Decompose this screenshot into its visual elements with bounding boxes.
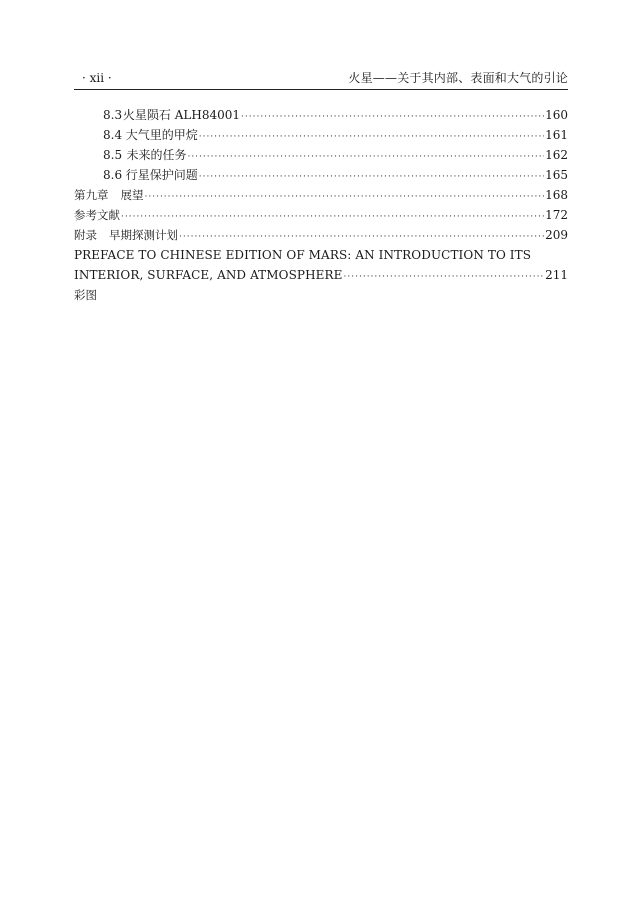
toc-page-number: 165 [545,168,568,182]
running-header [74,69,568,87]
toc-title: 早期探测计划 [109,228,178,242]
toc-title: 大气里的甲烷 [125,128,198,142]
toc-preface-title-line-1: PREFACE TO CHINESE EDITION OF MARS: AN INTRODUCTION TO ITS [74,248,532,262]
toc-entry[interactable] [74,165,568,185]
toc-page-number: 162 [545,148,568,162]
toc-title: 未来的任务 [126,148,187,162]
toc-preface-title-line-2: INTERIOR, SURFACE, AND ATMOSPHERE [74,268,343,282]
toc-title: 行星保护问题 [125,168,198,182]
toc-section-number: 8.3 [103,108,123,122]
toc-leader [187,147,544,167]
toc-title: 展望 [120,188,144,202]
toc-leader [199,167,544,187]
toc-page-number: 211 [545,268,568,282]
toc-leader [199,127,544,147]
toc-chapter-entry[interactable] [74,185,568,205]
toc-page-number: 160 [545,108,568,122]
book-title-header: 火星——关于其内部、表面和大气的引论 [348,71,568,85]
toc-section-number: 8.5 [103,148,123,162]
toc-entry[interactable] [74,125,568,145]
toc-preface-line-2[interactable] [74,265,568,285]
toc-title: 参考文献 [74,208,120,222]
table-of-contents [74,105,568,305]
toc-chapter-entry[interactable] [74,205,568,225]
toc-page-number: 172 [545,208,568,222]
toc-leader [121,207,544,227]
toc-page-number: 209 [545,228,568,242]
toc-chapter-entry[interactable] [74,285,568,305]
toc-section-number: 8.4 [103,128,123,142]
toc-appendix-label: 附录 [74,228,97,242]
toc-leader [241,107,544,127]
toc-page-number: 161 [545,128,568,142]
toc-entry[interactable] [74,145,568,165]
toc-chapter-entry[interactable] [74,225,568,245]
toc-section-number: 8.6 [103,168,123,182]
toc-title: 火星陨石 ALH84001 [122,108,241,122]
header-rule [74,89,568,90]
toc-title: 彩图 [74,288,97,302]
toc-preface-line-1[interactable] [74,245,568,265]
toc-leader [179,227,544,247]
toc-page-number: 168 [545,188,568,202]
toc-chapter-label: 第九章 [74,188,109,202]
toc-entry[interactable] [74,105,568,125]
toc-leader [145,187,545,207]
toc-leader [344,267,545,287]
page-number-header: · xii · [82,71,112,85]
